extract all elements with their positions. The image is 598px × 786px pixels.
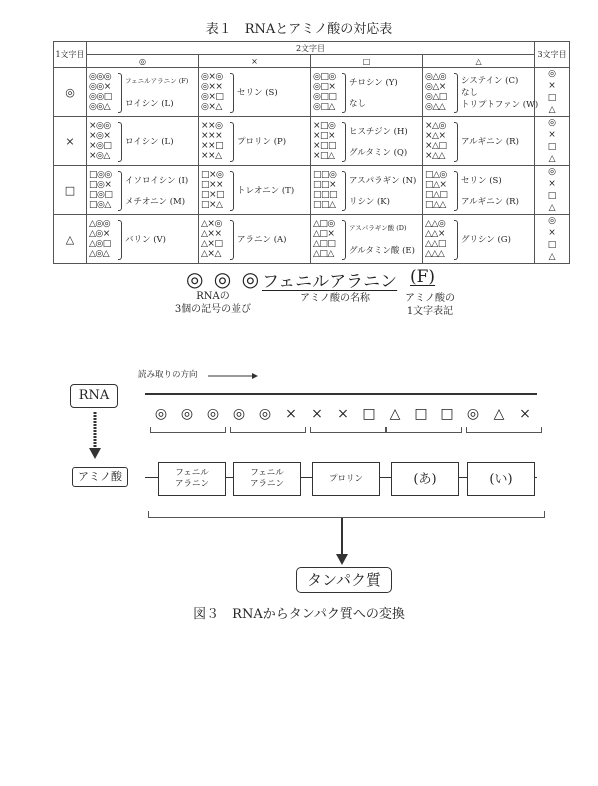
first-symbol: □ xyxy=(54,166,87,215)
codon-list: ×△◎ ×△× ×△□ ×△△ xyxy=(425,121,447,161)
header-second: 2文字目 xyxy=(87,42,535,55)
aa-label-box xyxy=(72,467,128,487)
direction-arrow-icon xyxy=(208,372,258,380)
rna-symbol: ◎ xyxy=(180,406,194,422)
rna-symbol: × xyxy=(519,406,531,422)
amino-acid-label: グリシン (G) xyxy=(461,235,511,245)
header-second-symbol: ◎ xyxy=(87,55,199,68)
table-row xyxy=(54,117,570,166)
brace-icon xyxy=(118,171,122,211)
rna-symbol: × xyxy=(311,406,323,422)
rna-symbol: ◎ xyxy=(206,406,220,422)
legend-symbols: ◎ ◎ ◎ xyxy=(186,267,262,291)
rna-symbol: □ xyxy=(414,406,428,422)
amino-acid-label: グルタミン酸 (E) xyxy=(349,246,415,256)
codon-cell xyxy=(87,166,199,215)
rna-label: RNA xyxy=(78,388,110,403)
legend-name: フェニルアラニン xyxy=(262,272,398,292)
rna-strand xyxy=(145,393,537,395)
brace-icon xyxy=(342,220,346,260)
rna-symbol: □ xyxy=(362,406,376,422)
codon-list: △◎◎ △◎× △◎□ △◎△ xyxy=(89,219,111,259)
down-arrow-icon xyxy=(88,412,102,460)
codon-cell xyxy=(311,117,423,166)
brace-icon xyxy=(118,73,122,113)
third-symbols: ◎ × □ △ xyxy=(535,68,570,117)
amino-acid-box: (い) xyxy=(467,462,535,496)
brace-icon xyxy=(342,171,346,211)
first-symbol: △ xyxy=(54,215,87,264)
figure-caption: 図３ RNAからタンパク質への変換 xyxy=(193,607,405,622)
brace-icon xyxy=(342,73,346,113)
codon-list: ×□◎ ×□× ×□□ ×□△ xyxy=(313,121,337,161)
amino-acid-box: フェニル アラニン xyxy=(233,462,301,496)
codon-cell xyxy=(87,117,199,166)
amino-acid-label: フェニルアラニン (F) xyxy=(125,77,189,85)
brace-icon xyxy=(118,122,122,162)
brace-icon xyxy=(230,122,234,162)
rna-symbol: ◎ xyxy=(232,406,246,422)
amino-acid-label: ロイシン (L) xyxy=(125,137,174,147)
codon-cell xyxy=(199,117,311,166)
first-symbol: ◎ xyxy=(54,68,87,117)
codon-cell xyxy=(311,68,423,117)
codon-group-1 xyxy=(150,427,226,433)
first-symbol: × xyxy=(54,117,87,166)
amino-acid-label: システイン (C) xyxy=(461,76,519,86)
amino-acid-label: なし xyxy=(461,88,479,98)
brace-icon xyxy=(454,171,458,211)
amino-acid-label: プロリン (P) xyxy=(237,137,287,147)
codon-list: □△◎ □△× □△□ □△△ xyxy=(425,170,448,210)
rna-label-box xyxy=(70,384,118,408)
brace-icon xyxy=(230,220,234,260)
amino-acid-label: ヒスチジン (H) xyxy=(349,127,408,137)
codon-list: ◎◎◎ ◎◎× ◎◎□ ◎◎△ xyxy=(89,72,112,112)
codon-group-4 xyxy=(386,427,462,433)
amino-acid-label: チロシン (Y) xyxy=(349,78,398,88)
amino-acid-label: セリン (S) xyxy=(237,88,278,98)
brace-icon xyxy=(230,171,234,211)
codon-list: ◎□◎ ◎□× ◎□□ ◎□△ xyxy=(313,72,337,112)
codon-group-5 xyxy=(466,427,542,433)
rna-symbol: ◎ xyxy=(154,406,168,422)
codon-list: ×◎◎ ×◎× ×◎□ ×◎△ xyxy=(89,121,112,161)
amino-acid-label: セリン (S) xyxy=(461,176,502,186)
protein-label: タンパク質 xyxy=(307,571,381,589)
codon-list: ◎△◎ ◎△× ◎△□ ◎△△ xyxy=(425,72,447,112)
rna-symbol: □ xyxy=(440,406,454,422)
codon-list: □□◎ □□× □□□ □□△ xyxy=(313,170,338,210)
table-title: 表１ RNAとアミノ酸の対応表 xyxy=(205,22,393,37)
codon-cell xyxy=(311,166,423,215)
codon-list: △△◎ △△× △△□ △△△ xyxy=(425,219,446,259)
rna-symbol: △ xyxy=(493,406,505,422)
rna-symbol: ◎ xyxy=(466,406,480,422)
codon-cell xyxy=(423,68,539,117)
rna-symbol: × xyxy=(285,406,297,422)
header-first: 1文字目 xyxy=(54,42,87,68)
amino-acid-label: リシン (K) xyxy=(349,197,390,207)
rna-sequence xyxy=(148,403,540,422)
codon-table xyxy=(53,41,570,264)
aa-label: アミノ酸 xyxy=(78,470,122,483)
amino-acid-label: アスパラギン (N) xyxy=(349,176,417,186)
codon-cell xyxy=(423,166,535,215)
amino-acid-label: トリプトファン (W) xyxy=(461,100,539,110)
codon-list: □◎◎ □◎× □◎□ □◎△ xyxy=(89,170,113,210)
amino-acid-label: バリン (V) xyxy=(125,235,166,245)
table-row xyxy=(54,215,570,264)
legend-abbr: (F) xyxy=(410,267,436,287)
third-symbols: ◎ × □ △ xyxy=(535,215,570,264)
brace-icon xyxy=(342,122,346,162)
amino-acid-box: フェニル アラニン xyxy=(158,462,226,496)
brace-icon xyxy=(454,122,458,162)
rna-symbol: △ xyxy=(389,406,401,422)
codon-list: ××◎ ××× ××□ ××△ xyxy=(201,121,224,161)
codon-cell xyxy=(199,166,311,215)
codon-cell xyxy=(87,215,199,264)
brace-icon xyxy=(454,220,458,260)
amino-acid-label: アラニン (A) xyxy=(237,235,287,245)
codon-cell xyxy=(87,68,199,117)
brace-icon xyxy=(118,220,122,260)
codon-list: △×◎ △×× △×□ △×△ xyxy=(201,219,223,259)
amino-acid-label: メチオニン (M) xyxy=(125,197,186,207)
codon-group-2 xyxy=(230,427,306,433)
codon-cell xyxy=(423,215,535,264)
amino-acid-box: (あ) xyxy=(391,462,459,496)
header-third: 3文字目 xyxy=(535,42,570,68)
third-symbols: ◎ × □ △ xyxy=(535,117,570,166)
amino-acid-box: プロリン xyxy=(312,462,380,496)
legend-cap-name: アミノ酸の名称 xyxy=(300,293,370,304)
header-second-symbol: △ xyxy=(423,55,535,68)
rna-symbol: ◎ xyxy=(258,406,272,422)
amino-acid-label: トレオニン (T) xyxy=(237,186,295,196)
codon-cell xyxy=(423,117,535,166)
brace-icon xyxy=(230,73,234,113)
amino-acid-label: イソロイシン (I) xyxy=(125,176,189,186)
amino-acid-label: ロイシン (L) xyxy=(125,99,174,109)
brace-icon xyxy=(454,73,458,113)
codon-list: △□◎ △□× △□□ △□△ xyxy=(313,219,336,259)
down-arrow-icon xyxy=(335,518,349,566)
protein-label-box xyxy=(296,567,392,593)
codon-list: □×◎ □×× □×□ □×△ xyxy=(201,170,225,210)
direction-label: 読み取りの方向 xyxy=(138,370,198,380)
legend-cap-symbols: RNAの 3個の記号の並び xyxy=(174,291,252,315)
rna-symbol: × xyxy=(337,406,349,422)
protein-bracket xyxy=(148,511,545,518)
codon-cell xyxy=(199,215,311,264)
codon-cell xyxy=(311,215,423,264)
amino-acid-label: アルギニン (R) xyxy=(461,197,519,207)
third-symbols: ◎ × □ △ xyxy=(535,166,570,215)
amino-acid-label: グルタミン (Q) xyxy=(349,148,408,158)
amino-acid-label: アスパラギン酸 (D) xyxy=(349,224,407,232)
header-second-symbol: □ xyxy=(311,55,423,68)
amino-acid-label: アルギニン (R) xyxy=(461,137,519,147)
header-second-symbol: × xyxy=(199,55,311,68)
codon-group-3 xyxy=(310,427,386,433)
amino-acid-label: なし xyxy=(349,99,367,109)
legend-cap-abbr: アミノ酸の 1文字表記 xyxy=(405,293,455,317)
table-row xyxy=(54,166,570,215)
codon-list: ◎×◎ ◎×× ◎×□ ◎×△ xyxy=(201,72,224,112)
codon-cell xyxy=(199,68,311,117)
table-row xyxy=(54,68,570,117)
